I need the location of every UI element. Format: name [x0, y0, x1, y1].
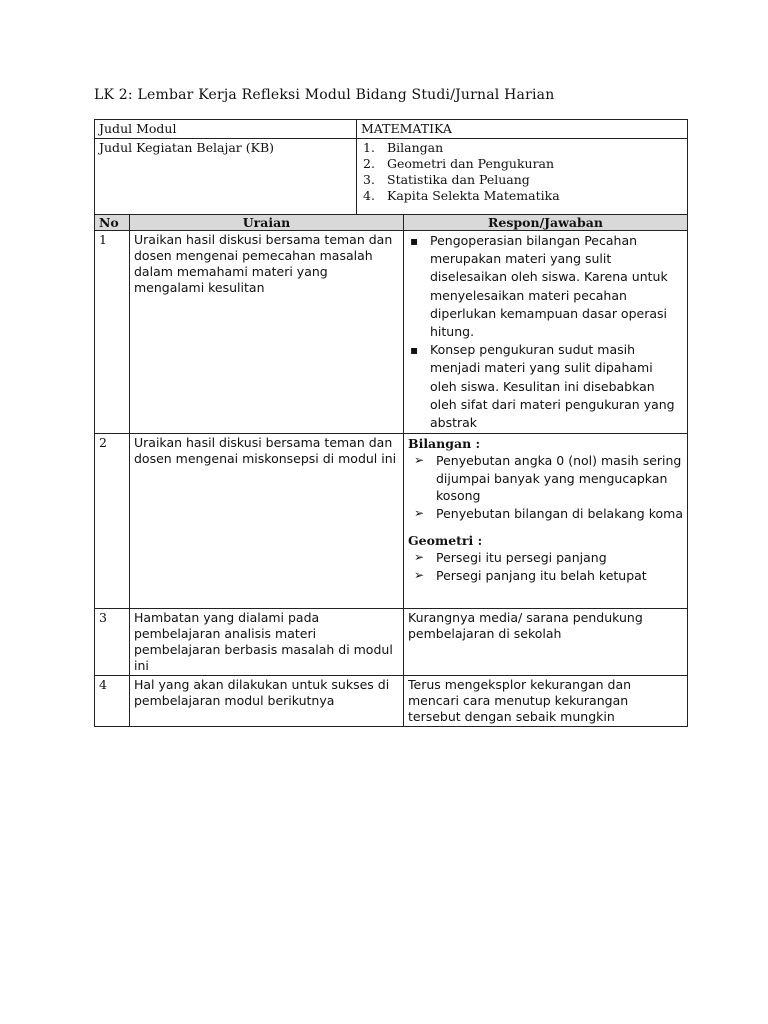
- table-row: [95, 434, 688, 609]
- kb-item: Bilangan: [387, 140, 444, 155]
- module-label: Judul Modul: [95, 120, 357, 139]
- list-item: ➢ Penyebutan bilangan di belakang koma: [436, 505, 683, 523]
- table-row: [95, 676, 688, 727]
- document-title: LK 2: Lembar Kerja Refleksi Modul Bidang Studi/Jurnal Harian: [94, 87, 555, 103]
- row-number: 1: [95, 231, 130, 434]
- row-number: 4: [95, 676, 130, 727]
- reflection-table: [94, 214, 688, 727]
- row-uraian: Hambatan yang dialami pada pembelajaran analisis materi pembelajaran berbasis masalah di modul ini: [130, 609, 404, 676]
- list-item: ▪ Konsep pengukuran sudut masih menjadi materi yang sulit dipahami oleh siswa. Kesulitan ini disebabkan oleh sifat dari materi pengukuran yang abstrak: [430, 341, 683, 432]
- list-item: ➢ Persegi itu persegi panjang: [436, 549, 683, 567]
- list-item: ▪ Pengoperasian bilangan Pecahan merupakan materi yang sulit diselesaikan oleh siswa. Karena untuk menyelesaikan materi pecahan diperlukan kemampuan dasar operasi hitung.: [430, 232, 683, 341]
- table-row: [95, 231, 688, 434]
- row-uraian: Uraikan hasil diskusi bersama teman dan dosen mengenai miskonsepsi di modul ini: [130, 434, 404, 609]
- kb-item: Statistika dan Peluang: [387, 172, 530, 187]
- kb-row: [95, 139, 688, 218]
- list-item: ➢ Persegi panjang itu belah ketupat: [436, 567, 683, 585]
- module-value: MATEMATIKA: [357, 120, 688, 139]
- row-respon: [404, 231, 688, 434]
- row-uraian: Uraikan hasil diskusi bersama teman dan dosen mengenai pemecahan masalah dalam memahami materi yang mengalami kesulitan: [130, 231, 404, 434]
- group-title-bilangan: Bilangan :: [408, 436, 481, 452]
- arrow-list-bilangan: [408, 452, 683, 522]
- header-row: [95, 215, 688, 231]
- row-respon: Terus mengeksplor kekurangan dan mencari cara menutup kekurangan tersebut dengan sebaik mungkin: [404, 676, 688, 727]
- spacer: [408, 522, 683, 532]
- group-title-geometri: Geometri :: [408, 533, 483, 549]
- kb-item: Geometri dan Pengukuran: [387, 156, 555, 171]
- table-row: [95, 609, 688, 676]
- row-number: 2: [95, 434, 130, 609]
- row-respon: Kurangnya media/ sarana pendukung pembelajaran di sekolah: [404, 609, 688, 676]
- header-uraian: Uraian: [130, 215, 404, 231]
- module-info-table: [94, 119, 688, 218]
- row-uraian: Hal yang akan dilakukan untuk sukses di pembelajaran modul berikutnya: [130, 676, 404, 727]
- list-item: ➢ Penyebutan angka 0 (nol) masih sering dijumpai banyak yang mengucapkan kosong: [436, 452, 683, 505]
- module-row: [95, 120, 688, 139]
- kb-label: Judul Kegiatan Belajar (KB): [95, 139, 357, 218]
- header-respon: Respon/Jawaban: [404, 215, 688, 231]
- header-no: No: [95, 215, 130, 231]
- row-number: 3: [95, 609, 130, 676]
- kb-list-cell: [357, 139, 688, 218]
- kb-list: [361, 140, 683, 204]
- kb-item: Kapita Selekta Matematika: [387, 188, 560, 203]
- row-respon: [404, 434, 688, 609]
- arrow-list-geometri: [408, 549, 683, 584]
- bullet-list: [408, 232, 683, 432]
